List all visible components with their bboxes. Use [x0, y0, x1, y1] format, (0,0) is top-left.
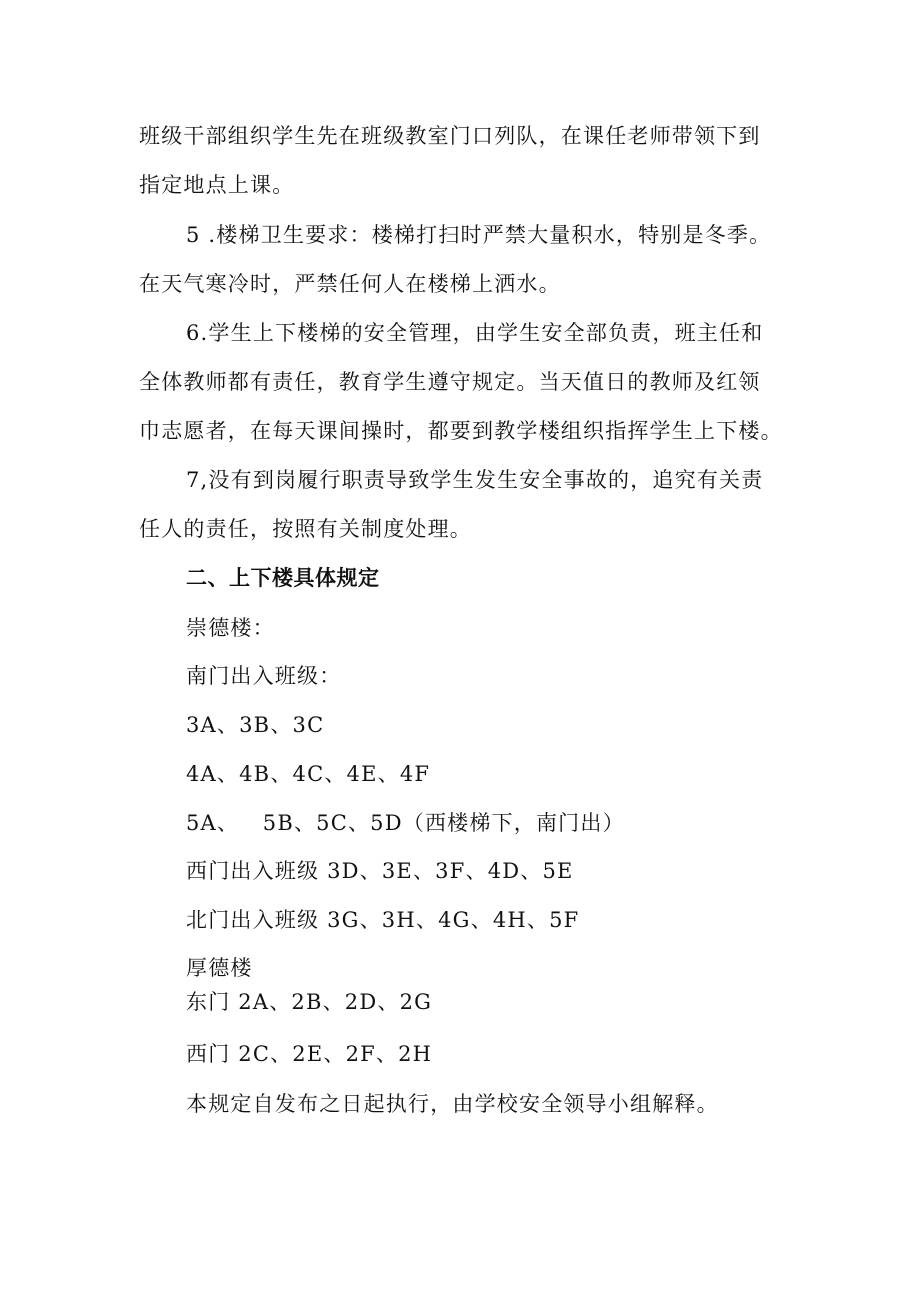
paragraph-1-line-2: 指定地点上课。 [139, 173, 295, 197]
building-2-name: 厚德楼 [186, 956, 253, 980]
paragraph-6-line-1: 6.学生上下楼梯的安全管理，由学生安全部负责，班主任和 [186, 321, 764, 345]
paragraph-5-line-2: 在天气寒冷时，严禁任何人在楼梯上洒水。 [139, 272, 561, 296]
paragraph-1-line-1: 班级干部组织学生先在班级教室门口列队，在课任老师带领下到 [139, 124, 761, 148]
paragraph-7-line-2: 任人的责任，按照有关制度处理。 [139, 517, 472, 541]
paragraph-5-line-1: 5 .楼梯卫生要求：楼梯打扫时严禁大量积水，特别是冬季。 [186, 223, 772, 247]
south-gate-row-1: 3A、3B、3C [186, 713, 325, 737]
south-gate-row-2: 4A、4B、4C、4E、4F [186, 762, 431, 786]
building-1-name: 崇德楼： [186, 616, 275, 640]
section-heading: 二、上下楼具体规定 [186, 566, 380, 590]
west-gate-classes-2: 西门 2C、2E、2F、2H [186, 1042, 433, 1066]
closing-statement: 本规定自发布之日起执行，由学校安全领导小组解释。 [186, 1092, 719, 1116]
south-gate-row-3: 5A、 5B、5C、5D（西楼梯下，南门出） [186, 811, 625, 835]
north-gate-classes: 北门出入班级 3G、3H、4G、4H、5F [186, 908, 580, 932]
west-gate-classes: 西门出入班级 3D、3E、3F、4D、5E [186, 859, 574, 883]
paragraph-7-line-1: 7,没有到岗履行职责导致学生发生安全事故的，追究有关责 [186, 468, 764, 492]
east-gate-classes: 东门 2A、2B、2D、2G [186, 990, 433, 1014]
paragraph-6-line-3: 巾志愿者，在每天课间操时，都要到教学楼组织指挥学生上下楼。 [139, 419, 783, 443]
paragraph-6-line-2: 全体教师都有责任，教育学生遵守规定。当天值日的教师及红领 [139, 370, 761, 394]
south-gate-label: 南门出入班级： [186, 664, 342, 688]
